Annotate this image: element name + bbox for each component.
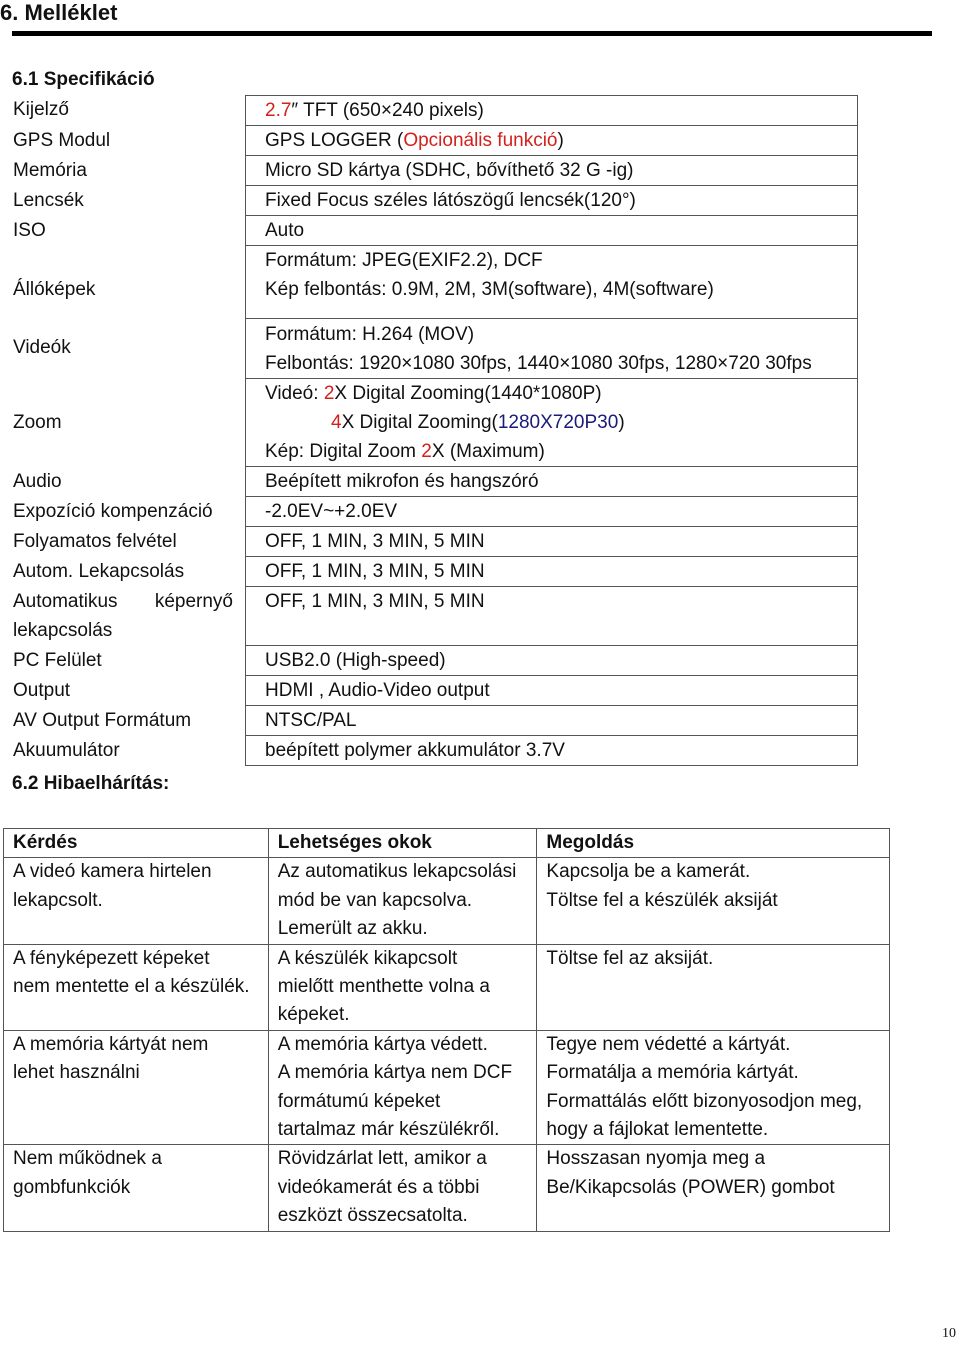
spec-row <box>12 587 858 646</box>
cause-cell: A készülék kikapcsolt mielőtt menthette volna a képeket. <box>268 944 537 1030</box>
spec-label: ISO <box>13 220 46 241</box>
spec-row <box>12 156 858 186</box>
spec-value: NTSC/PAL <box>245 706 858 736</box>
spec-value: OFF, 1 MIN, 3 MIN, 5 MIN <box>245 557 858 587</box>
spec-table <box>12 95 858 766</box>
spec-label: PC Felület <box>13 650 102 671</box>
spec-label: Lencsék <box>13 190 84 211</box>
troubleshooting-table <box>3 828 890 1232</box>
spec-value: Micro SD kártya (SDHC, bővíthető 32 G -ig) <box>245 156 858 186</box>
solution-cell: Kapcsolja be a kamerát. Töltse fel a készülék aksiját <box>537 858 890 944</box>
spec-label: Videók <box>13 337 71 358</box>
spec-label: Expozíció kompenzáció <box>13 501 213 522</box>
spec-row <box>12 379 858 467</box>
spec-value: OFF, 1 MIN, 3 MIN, 5 MIN <box>245 587 858 646</box>
spec-value: Fixed Focus széles látószögű lencsék(120°) <box>245 186 858 216</box>
spec-row <box>12 736 858 766</box>
column-header: Megoldás <box>537 829 890 858</box>
spec-value: Auto <box>245 216 858 246</box>
spec-value: Formátum: H.264 (MOV) Felbontás: 1920×1080 30fps, 1440×1080 30fps, 1280×720 30fps <box>245 319 858 379</box>
question-cell: A videó kamera hirtelen lekapcsolt. <box>4 858 269 944</box>
spec-heading: 6.1 Specifikáció <box>12 69 155 90</box>
spec-label: GPS Modul <box>13 130 111 151</box>
spec-row <box>12 319 858 379</box>
spec-label: AV Output Formátum <box>13 710 192 731</box>
spec-value: USB2.0 (High-speed) <box>245 646 858 676</box>
spec-row <box>12 126 858 156</box>
table-header-row <box>4 829 890 858</box>
page-number: 10 <box>942 1326 956 1341</box>
spec-value: OFF, 1 MIN, 3 MIN, 5 MIN <box>245 527 858 557</box>
cause-cell: A memória kártya védett. A memória kártya nem DCF formátumú képeket tartalmaz már készülékről. <box>268 1030 537 1145</box>
troubleshooting-heading: 6.2 Hibaelhárítás: <box>12 773 170 794</box>
spec-value: Formátum: JPEG(EXIF2.2), DCF Kép felbontás: 0.9M, 2M, 3M(software), 4M(software) <box>245 246 858 319</box>
spec-row <box>12 186 858 216</box>
cause-cell: Az automatikus lekapcsolási mód be van kapcsolva. Lemerült az akku. <box>268 858 537 944</box>
spec-label: Autom. Lekapcsolás <box>13 561 185 582</box>
spec-row <box>12 676 858 706</box>
spec-row <box>12 497 858 527</box>
cause-cell: Rövidzárlat lett, amikor a videókamerát és a többi eszközt összecsatolta. <box>268 1145 537 1231</box>
solution-cell: Tegye nem védetté a kártyát. Formatálja a memória kártyát. Formattálás előtt bizonyosodjon meg, hogy a fájlokat lementette. <box>537 1030 890 1145</box>
column-header: Kérdés <box>4 829 269 858</box>
table-row <box>4 1030 890 1145</box>
spec-row <box>12 216 858 246</box>
table-row <box>4 1145 890 1231</box>
spec-value: Beépített mikrofon és hangszóró <box>245 467 858 497</box>
spec-value: Videó: 2X Digital Zooming(1440*1080P) 4X Digital Zooming(1280X720P30) Kép: Digital Zoom 2X (Maximum) <box>245 379 858 467</box>
solution-cell: Hosszasan nyomja meg a Be/Kikapcsolás (POWER) gombot <box>537 1145 890 1231</box>
spec-value: HDMI , Audio-Video output <box>245 676 858 706</box>
spec-value: -2.0EV~+2.0EV <box>245 497 858 527</box>
heading-rule <box>12 31 932 36</box>
column-header: Lehetséges okok <box>268 829 537 858</box>
spec-label: Output <box>13 680 71 701</box>
spec-row <box>12 467 858 497</box>
spec-label: Folyamatos felvétel <box>13 531 177 552</box>
spec-value: beépített polymer akkumulátor 3.7V <box>245 736 858 766</box>
spec-row <box>12 646 858 676</box>
spec-label: Audio <box>13 471 62 492</box>
table-row <box>4 858 890 944</box>
spec-row <box>12 706 858 736</box>
spec-label: Memória <box>13 160 87 181</box>
question-cell: Nem működnek a gombfunkciók <box>4 1145 269 1231</box>
question-cell: A memória kártyát nem lehet használni <box>4 1030 269 1145</box>
question-cell: A fényképezett képeket nem mentette el a készülék. <box>4 944 269 1030</box>
table-row <box>4 944 890 1030</box>
spec-label: Automatikus képernyő lekapcsolás <box>13 591 233 641</box>
spec-row <box>12 246 858 319</box>
spec-label: Akuumulátor <box>13 740 120 761</box>
spec-row <box>12 557 858 587</box>
spec-label: Zoom <box>13 412 62 433</box>
spec-value: 2.7″ TFT (650×240 pixels) <box>245 95 858 126</box>
spec-label: Állóképek <box>13 279 96 300</box>
spec-row <box>12 95 858 126</box>
spec-label: Kijelző <box>13 99 69 120</box>
solution-cell: Töltse fel az aksiját. <box>537 944 890 1030</box>
spec-row <box>12 527 858 557</box>
section-heading: 6. Melléklet <box>0 0 118 25</box>
spec-value: GPS LOGGER (Opcionális funkció) <box>245 126 858 156</box>
